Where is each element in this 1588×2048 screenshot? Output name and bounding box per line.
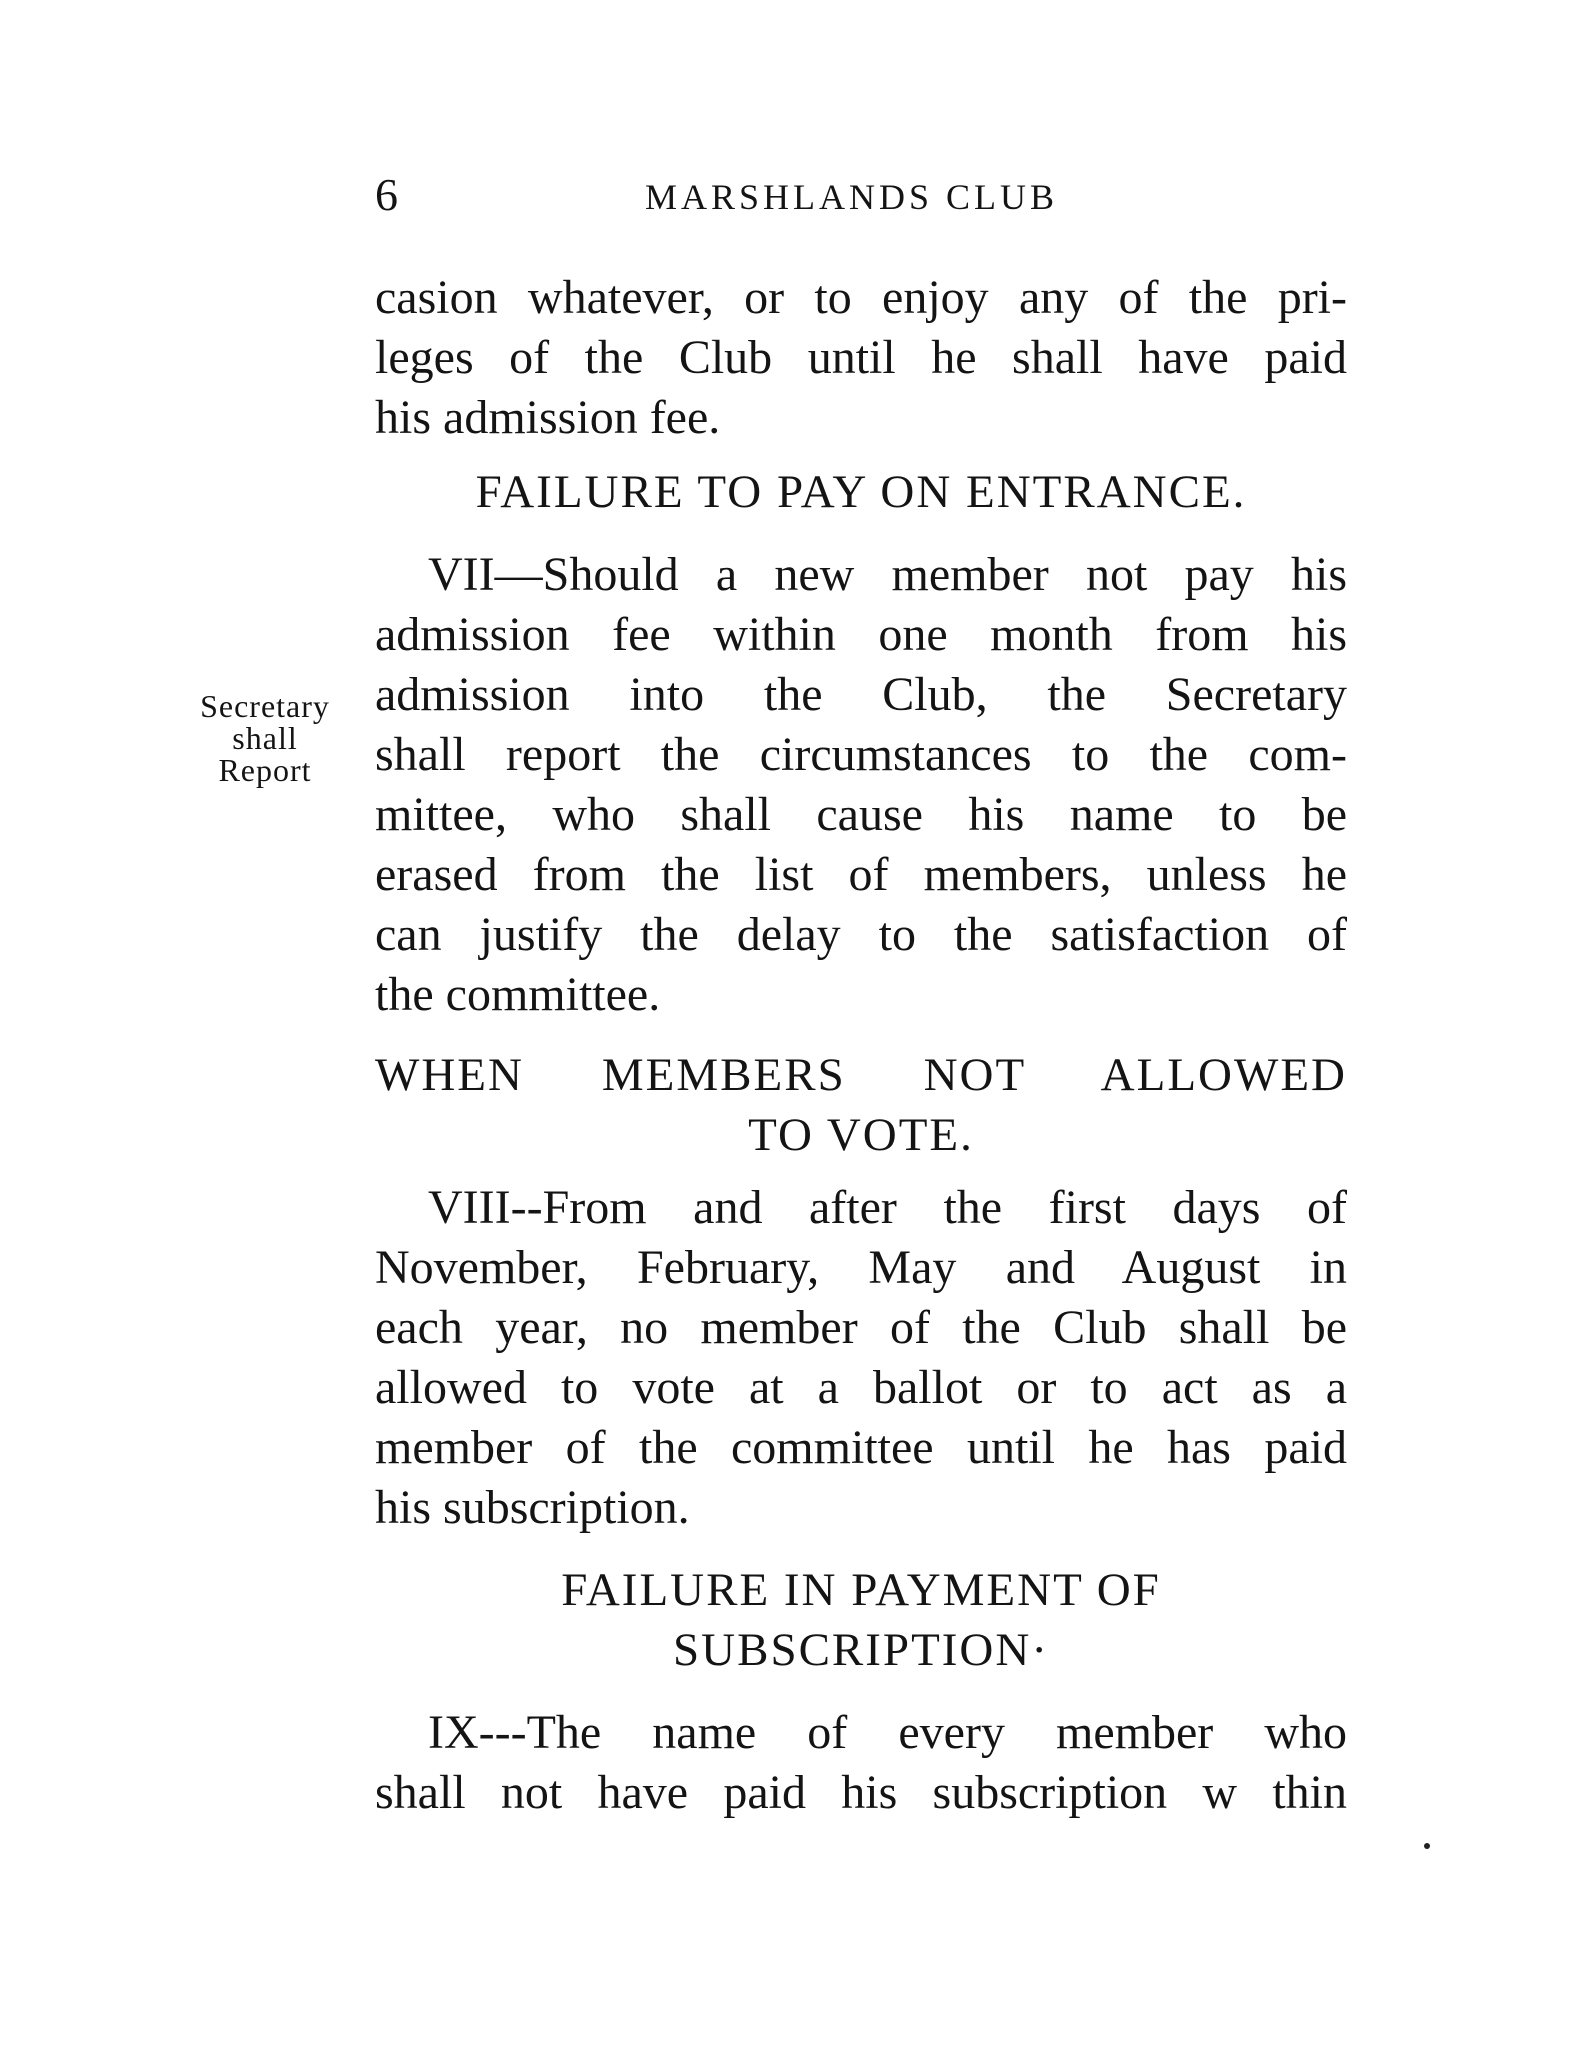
paragraph-line: admission fee within one month from his (375, 608, 1347, 661)
paragraph-line: shall report the circumstances to the com- (375, 728, 1347, 781)
paragraph-line: member of the committee until he has paid (375, 1421, 1347, 1474)
paragraph-line: casion whatever, or to enjoy any of the pri- (375, 271, 1347, 324)
page-number: 6 (375, 169, 398, 220)
section-heading: FAILURE TO PAY ON ENTRANCE. (475, 466, 1247, 518)
paragraph-line: erased from the list of members, unless he (375, 848, 1347, 901)
section-heading: TO VOTE. (748, 1109, 974, 1161)
paragraph-line: IX---The name of every member who (428, 1706, 1347, 1759)
paragraph-line: the committee. (375, 968, 661, 1021)
section-heading: FAILURE IN PAYMENT OF (561, 1564, 1161, 1616)
paragraph-line: his subscription. (375, 1481, 690, 1534)
margin-note (175, 690, 355, 786)
margin-note-line: Report (218, 752, 312, 788)
paragraph-line: VII—Should a new member not pay his (428, 548, 1347, 601)
paragraph-line: shall not have paid his subscription w thin (375, 1766, 1347, 1819)
paragraph-line: VIII--From and after the first days of (428, 1181, 1347, 1234)
paragraph-line: each year, no member of the Club shall be (375, 1301, 1347, 1354)
ink-speck (1424, 1843, 1430, 1849)
margin-note-line: Secretary (200, 688, 330, 724)
paragraph-line: allowed to vote at a ballot or to act as a (375, 1361, 1347, 1414)
paragraph-line: his admission fee. (375, 391, 721, 444)
section-heading: WHEN MEMBERS NOT ALLOWED (375, 1049, 1347, 1101)
paragraph-line: leges of the Club until he shall have paid (375, 331, 1347, 384)
paragraph-line: mittee, who shall cause his name to be (375, 788, 1347, 841)
section-heading: SUBSCRIPTION· (673, 1624, 1049, 1676)
margin-note-line: shall (232, 720, 298, 756)
paragraph-line: can justify the delay to the satisfaction of (375, 908, 1347, 961)
paragraph-line: November, February, May and August in (375, 1241, 1347, 1294)
paragraph-line: admission into the Club, the Secretary (375, 668, 1347, 721)
running-title: MARSHLANDS CLUB (645, 177, 1059, 217)
